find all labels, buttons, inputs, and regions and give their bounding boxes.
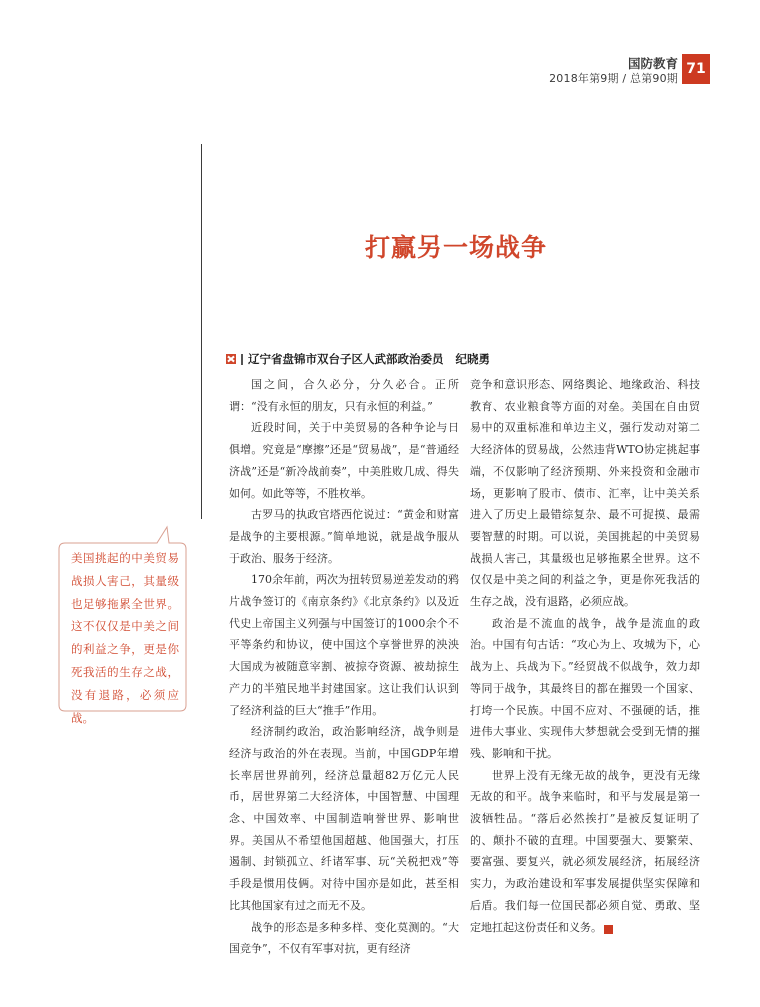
page-number-badge: 71 (682, 54, 710, 84)
issue-info: 2018年第9期 / 总第90期 (549, 72, 678, 85)
author-separator (241, 354, 243, 365)
article-title: 打赢另一场战争 (364, 233, 547, 262)
paragraph-text: 经济制约政治，政治影响经济，战争则是经济与政治的外在表现。当前，中国GDP年增长率居世界前列，经济总量超82万亿元人民币，居世界第二大经济体，中国智慧、中国理念、中国效率、中国制造响誉世界、影响世界。美国从不希望他国超越、他国强大，打压遏制、封锁孤立、纤诸军事、玩“关税把戏”等手段是惯用伎俩。对待中国亦是如此，甚至相比其他国家有过之而无不及。 (229, 725, 459, 912)
author-line (226, 350, 490, 368)
body-paragraph (229, 374, 459, 417)
magazine-name: 国防教育 (627, 56, 678, 71)
author-affiliation: 辽宁省盘锦市双台子区人武部政治委员 (248, 352, 444, 366)
body-paragraph (470, 374, 700, 613)
body-paragraph (229, 417, 459, 504)
body-column-right (470, 374, 700, 938)
paragraph-text: 古罗马的执政官塔西佗说过：“黄金和财富是战争的主要根源。”简单地说，就是战争服从于政治、服务于经济。 (229, 508, 459, 565)
paragraph-text: 竞争和意识形态、网络舆论、地缘政治、科技教育、农业粮食等方面的对垒。美国在自由贸易中的双重标准和单边主义，强行发动对第二大经济体的贸易战，公然违背WTO协定挑起事端，不仅影响了经济预期、外来投资和金融市场，更影响了股市、债市、汇率，让中美关系进入了历史上最错综复杂、最不可捉摸、最需要智慧的时期。可以说，美国挑起的中美贸易战损人害己，其量级也足够拖累全世界。这不仅仅是中美之间的利益之争，更是你死我活的生存之战，没有退路，必须应战。 (470, 378, 700, 609)
paragraph-text: 170余年前，两次为扭转贸易逆差发动的鸦片战争签订的《南京条约》《北京条约》以及近代史上帝国主义列强与中国签订的1000余个不平等条约和协议，使中国这个享誉世界的泱泱大国成为被随意宰割、被掠夺资源、被劫掠生产力的半殖民地半封建国家。这让我们认识到了经济利益的巨大“推手”作用。 (229, 573, 459, 717)
body-paragraph (470, 613, 700, 765)
pull-quote-text: 美国挑起的中美贸易战损人害己，其量级也足够拖累全世界。这不仅仅是中美之间的利益之争，更是你死我活的生存之战，没有退路，必须应战。 (71, 551, 179, 725)
body-paragraph (229, 917, 459, 960)
author-marker-icon (226, 354, 236, 364)
paragraph-text: 国之间，合久必分，分久必合。正所谓：“没有永恒的朋友，只有永恒的利益。” (229, 378, 459, 413)
body-paragraph (229, 569, 459, 721)
pull-quote-box (57, 525, 188, 725)
paragraph-text: 战争的形态是多种多样、变化莫测的。“大国竞争”，不仅有军事对抗，更有经济 (229, 920, 459, 956)
author-name: 纪晓勇 (455, 352, 490, 366)
paragraph-text: 近段时间，关于中美贸易的各种争论与日俱增。究竟是“摩擦”还是“贸易战”，是“普通经济战”还是“新冷战前奏”，中美胜败几成、得失如何。如此等等，不胜枚举。 (229, 421, 459, 500)
paragraph-text: 政治是不流血的战争，战争是流血的政治。中国有句古话：“攻心为上、攻城为下，心战为上、兵战为下。”经贸战不似战争，效力却等同于战争，其最终目的都在摧毁一个国家、打垮一个民族。中国不应对、不强硬的话，推进伟大事业、实现伟大梦想就会受到无情的摧残、影响和干扰。 (470, 616, 700, 760)
body-paragraph (229, 721, 459, 916)
body-paragraph (470, 765, 700, 939)
end-mark-icon: G (604, 925, 613, 934)
body-paragraph (229, 504, 459, 569)
paragraph-text: 世界上没有无缘无故的战争，更没有无缘无故的和平。战争来临时，和平与发展是第一波牺牲品。“落后必然挨打”是被反复证明了的、颠扑不破的直理。中国要强大、要繁荣、要富强、要复兴，就必须发展经济，拓展经济实力，为政治建设和军事发展提供坚实保障和后盾。我们每一位国民都必须自觉、勇敢、坚定地扛起这份责任和义务。 (470, 768, 700, 934)
vertical-divider (201, 144, 202, 519)
body-column-left (229, 374, 459, 960)
